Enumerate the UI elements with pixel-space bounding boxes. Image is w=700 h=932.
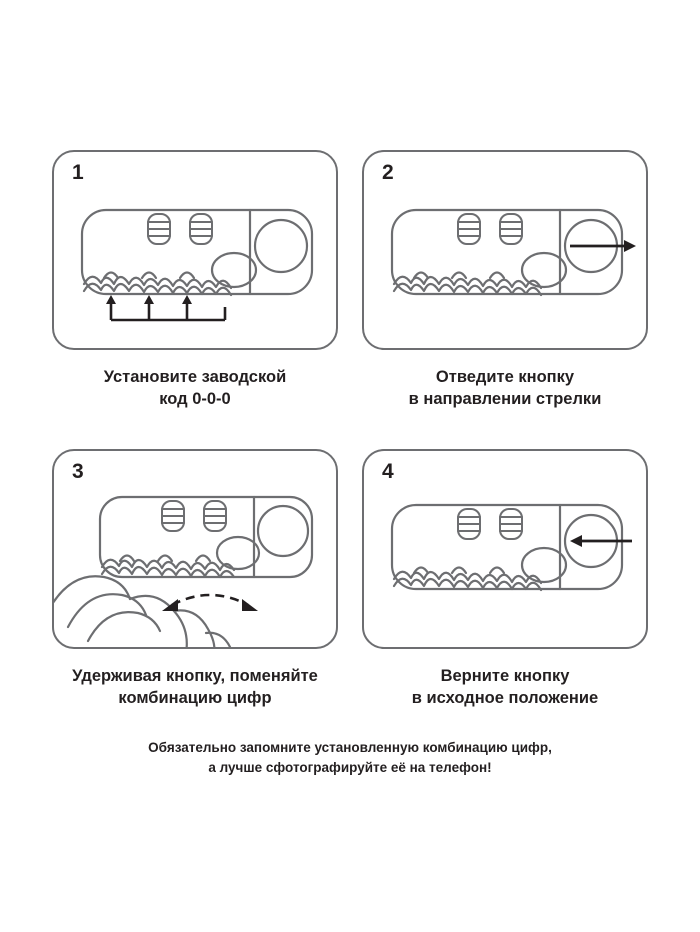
step-3-panel <box>52 449 338 649</box>
step-2-number: 2 <box>382 161 394 184</box>
arrow-annotation <box>570 240 636 252</box>
step-4-panel <box>362 449 648 649</box>
step-2 <box>350 150 660 411</box>
step-2-illustration <box>364 152 648 350</box>
step-3-illustration <box>54 451 338 649</box>
step-1-number: 1 <box>72 161 84 184</box>
step-1-caption <box>45 366 345 411</box>
step-1 <box>40 150 350 411</box>
step-4-caption <box>355 665 655 710</box>
footer-line2: а лучше сфотографируйте её на телефон! <box>208 760 492 776</box>
step-2-panel <box>362 150 648 350</box>
step-2-caption-line1: Отведите кнопку <box>435 368 575 386</box>
step-1-caption-line1: Установите заводской <box>103 368 287 386</box>
arrow-head-right <box>242 599 258 611</box>
step-4-number: 4 <box>382 459 394 483</box>
steps-grid <box>40 150 660 709</box>
step-2-caption <box>355 366 655 411</box>
arrow-annotation <box>106 295 225 320</box>
step-4-caption-line2: в исходное положение <box>411 688 599 707</box>
step-4-illustration <box>364 451 648 649</box>
step-2-caption-line2: в направлении стрелки <box>408 390 602 409</box>
step-3 <box>40 449 350 710</box>
step-3-caption-line2: комбинацию цифр <box>118 688 272 707</box>
step-4-caption-line1: Верните кнопку <box>440 666 570 685</box>
step-4 <box>350 449 660 710</box>
footer-note <box>0 738 700 779</box>
row-spacer <box>40 411 660 449</box>
step-1-caption-line2: код 0-0-0 <box>159 390 231 409</box>
step-3-number: 3 <box>72 459 84 483</box>
step-3-caption-line1: Удерживая кнопку, поменяйте <box>72 666 318 685</box>
footer-line1: Обязательно запомните установленную комбинацию цифр, <box>148 740 552 755</box>
step-1-panel <box>52 150 338 350</box>
arrow-annotation <box>172 595 248 605</box>
step-1-illustration <box>54 152 338 350</box>
step-3-caption <box>45 665 345 710</box>
